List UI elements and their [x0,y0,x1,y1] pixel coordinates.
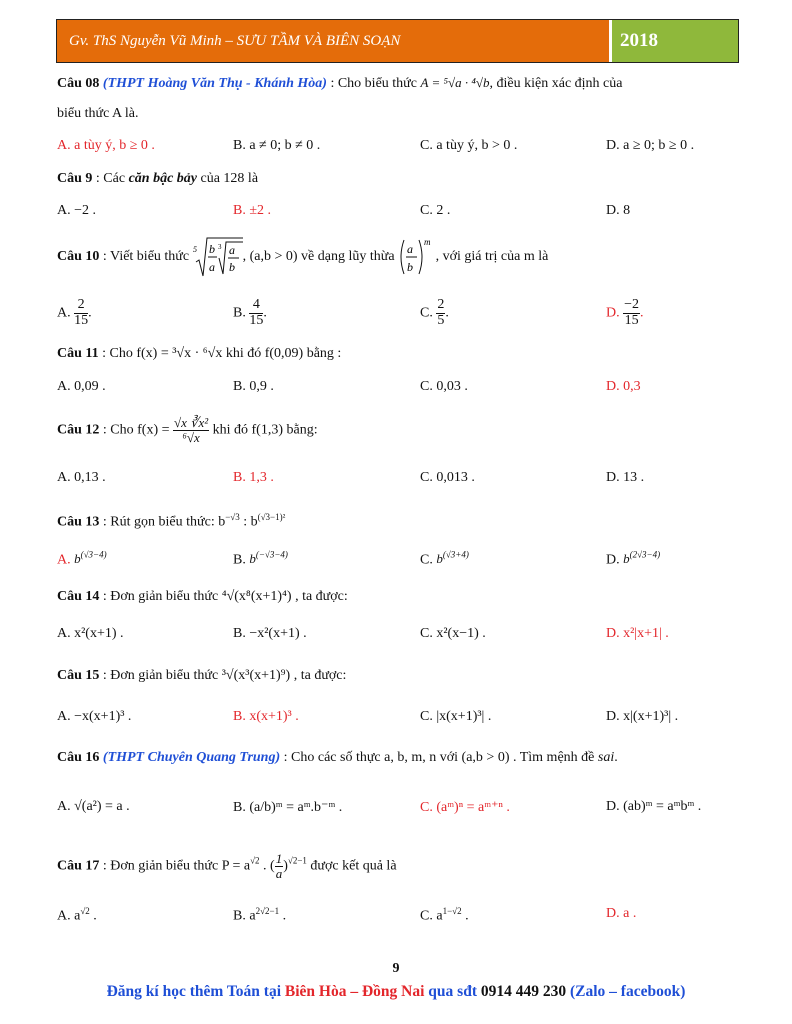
option-b: B. a ≠ 0; b ≠ 0 . [233,138,321,153]
question-15: Câu 15 : Đơn giản biểu thức ³√(x³(x+1)⁹) , ta được: [57,668,347,683]
question-13: Câu 13 : Rút gọn biểu thức: $b^{-√3}$ : $b^{(√3-1)^2}$ [57,512,286,530]
options-10 [0,297,792,328]
svg-text:a: a [407,242,414,256]
option-c: C. a tùy ý, b > 0 . [420,138,518,153]
options-15 [0,709,792,729]
option-d: D. a ≥ 0; b ≥ 0 . [606,138,695,153]
option-a: A. √(a²) = a . [57,799,130,814]
radical-expression [193,236,243,278]
option-c: C. $b^{(√3+4)}$ [420,550,469,568]
option-c: C. x²(x−1) . [420,626,486,641]
question-17: Câu 17 : Đơn giản biểu thức $P = a^{√2}$ . ( $\frac{1}{a}$ )$^{√2-1}$ được kết quả là [57,851,397,881]
option-a: A. $b^{(√3-4)}$ [57,550,107,568]
header-author: Gv. ThS Nguyễn Vũ Minh – SƯU TẦM VÀ BIÊN SOẠN [57,20,612,62]
power-expression [398,236,432,278]
svg-text:3: 3 [217,243,222,251]
page-number: 9 [392,961,400,976]
page-footer: Đăng kí học thêm Toán tại Biên Hòa – Đồng Nai qua sđt 0914 449 230 (Zalo – facebook) [106,983,686,1000]
svg-text:a: a [228,243,235,257]
option-c: C. 0,013 . [420,470,475,485]
page-header [56,19,739,63]
option-a: A. 0,13 . [57,470,106,485]
option-b: B. −x²(x+1) . [233,626,307,641]
option-b: B. 0,9 . [233,379,274,394]
option-a: A. x²(x+1) . [57,626,124,641]
option-a: A. −x(x+1)³ . [57,709,132,724]
svg-text:m: m [424,237,431,247]
question-14: Câu 14 : Đơn giản biểu thức ⁴√(x⁸(x+1)⁴) , ta được: [57,589,348,604]
option-b: B. ±2 . [233,203,272,218]
option-c: C. 0,03 . [420,379,468,394]
option-c: C. |x(x+1)³| . [420,709,492,724]
option-d: D. 0,3 [606,379,641,394]
option-d: D. x|(x+1)³| . [606,709,679,724]
option-c: C. 2 . [420,203,451,218]
options-16 [0,799,792,819]
option-c: C. $\frac{2}{5}$ . [420,297,449,328]
option-b: B. $a^{2√2-1}$ . [233,906,287,924]
option-d: D. a . [606,906,637,921]
option-b: B. $\frac{4}{15}$ . [233,297,267,328]
question-09: Câu 9 : Các căn bậc bảy của 128 là [57,171,259,186]
option-d: D. 8 [606,203,631,218]
question-08: Câu 08 (THPT Hoàng Văn Thụ - Khánh Hòa) : Cho biểu thức A = ⁵√a · ⁴√b, điều kiện xác định của [57,75,623,91]
option-a: A. $a^{√2}$ . [57,906,97,924]
option-a: A. a tùy ý, b ≥ 0 . [57,138,155,153]
options-08 [0,138,792,158]
question-10: Câu 10 : Viết biểu thức 5 b a 3 a b , (a,b > 0) về dạng lũy thừa a b m , với giá trị của m là [57,236,548,278]
svg-text:b: b [208,242,215,256]
options-17 [0,906,792,926]
option-b: B. $b^{(-√3-4)}$ [233,550,288,568]
question-12: Câu 12 : Cho f(x) = $\frac{\text{√x ∛x²}}{\text{⁶√x}}$ khi đó f(1,3) bằng: [57,415,318,445]
option-b: B. 1,3 . [233,470,274,485]
question-16: Câu 16 (THPT Chuyên Quang Trung) : Cho các số thực a, b, m, n với (a,b > 0) . Tìm mệnh đề sai. [57,750,618,765]
option-a: A. −2 . [57,203,97,218]
option-a: A. 0,09 . [57,379,106,394]
options-11 [0,379,792,399]
option-c: C. (aᵐ)ⁿ = aᵐ⁺ⁿ . [420,800,510,815]
question-11: Câu 11 : Cho f(x) = ³√x · ⁶√x khi đó f(0,09) bằng : [57,346,342,361]
option-d: D. 13 . [606,470,645,485]
option-b: B. (a/b)ᵐ = aᵐ.b⁻ᵐ . [233,800,343,815]
header-year: 2018 [612,20,738,62]
svg-text:5: 5 [192,245,197,254]
option-d: D. $b^{(2√3-4)}$ [606,550,661,568]
options-09 [0,203,792,223]
question-08-line2: biểu thức A là. [57,106,139,121]
option-d: D. (ab)ᵐ = aᵐbᵐ . [606,799,702,814]
option-d: D. $\frac{-2}{15}$ . [606,297,644,328]
option-b: B. x(x+1)³ . [233,709,299,724]
options-13 [0,550,792,570]
options-14 [0,626,792,646]
svg-text:b: b [407,260,414,274]
svg-text:b: b [228,260,235,274]
option-c: C. $a^{1-√2}$ . [420,906,469,924]
svg-text:a: a [208,260,215,274]
option-d: D. x²|x+1| . [606,626,669,641]
options-12 [0,470,792,490]
option-a: A. $\frac{2}{15}$ . [57,297,92,328]
